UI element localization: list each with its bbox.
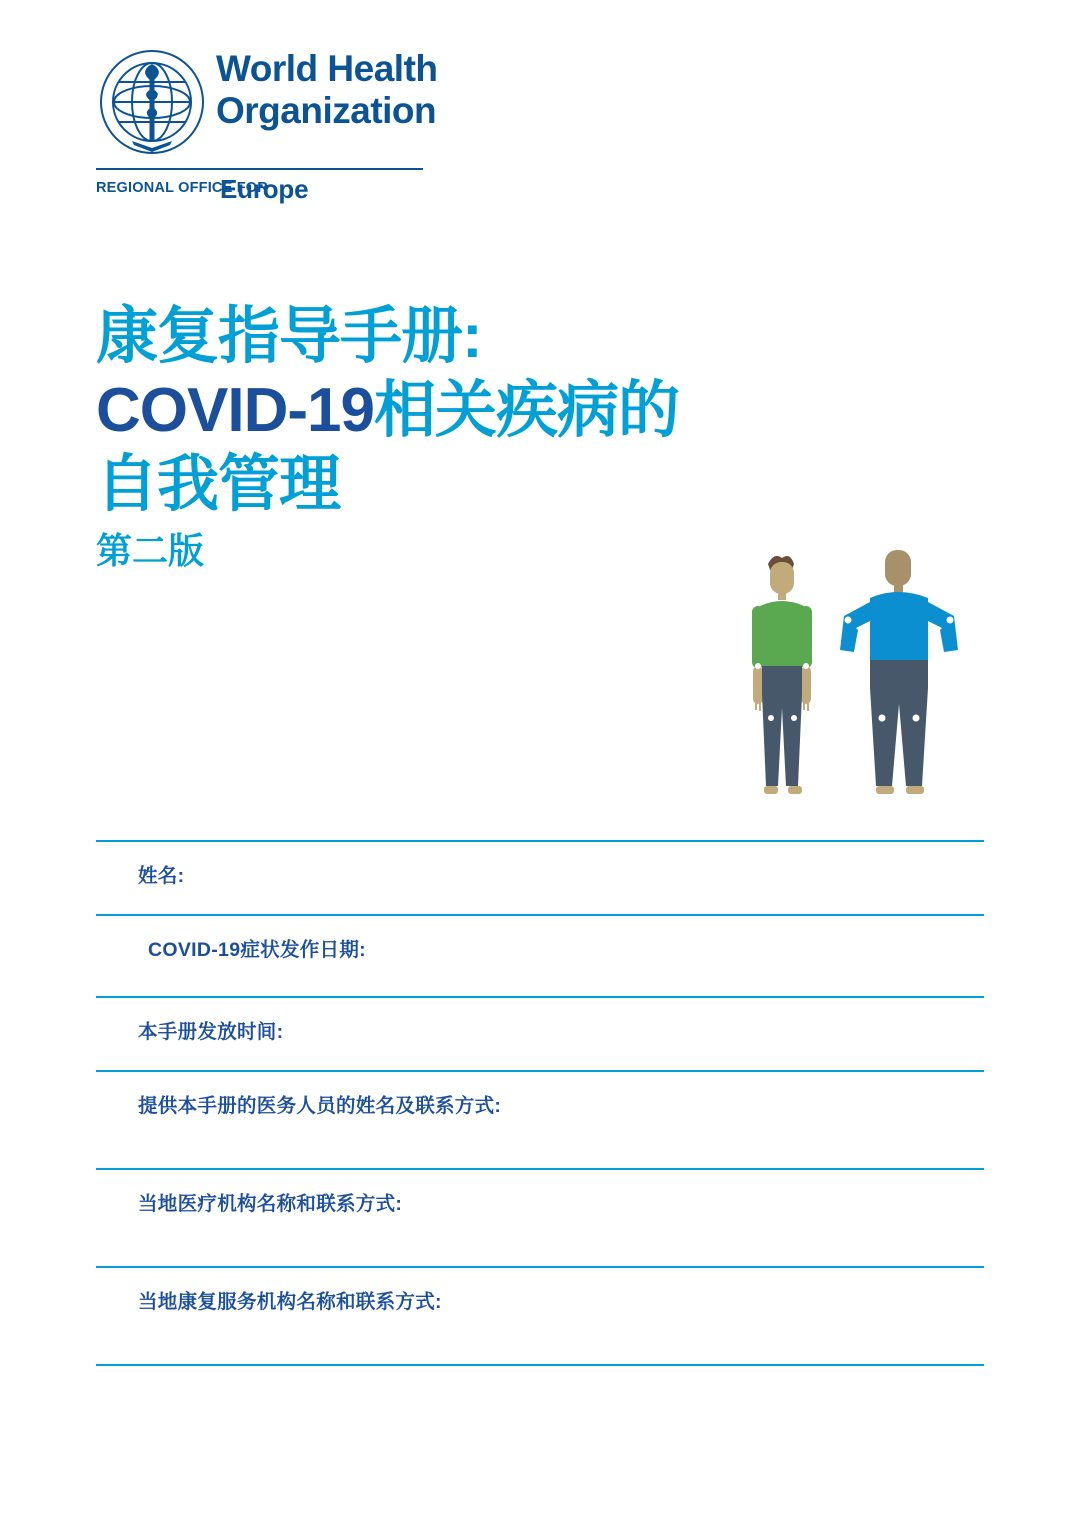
who-logo xyxy=(96,46,516,204)
form-row-local-rehab-service[interactable] xyxy=(96,1266,984,1364)
title-line-2 xyxy=(96,374,856,448)
form-label-local-health-facility: 当地医疗机构名称和联系方式: xyxy=(138,1193,403,1215)
form-row-local-health-facility[interactable] xyxy=(96,1168,984,1266)
title-subtitle: 第二版 xyxy=(96,530,205,571)
who-logo-line2: Organization xyxy=(216,90,437,131)
regional-office-line xyxy=(96,174,436,204)
form-row-booklet-issue-date[interactable] xyxy=(96,996,984,1070)
title-line-2-covid: COVID-19 xyxy=(96,376,374,445)
form-label-booklet-issue-date: 本手册发放时间: xyxy=(138,1021,284,1043)
who-logo-line1: World Health xyxy=(216,48,438,89)
form-label-local-rehab-service: 当地康复服务机构名称和联系方式: xyxy=(138,1291,442,1313)
who-logo-text xyxy=(216,48,516,132)
form-label-symptom-onset-date: COVID-19症状发作日期: xyxy=(148,939,366,961)
figure-left xyxy=(752,556,812,794)
title-line-3: 自我管理 xyxy=(96,450,341,519)
title-line-1: 康复指导手册: xyxy=(96,302,482,371)
two-people-standing-illustration xyxy=(730,548,1020,848)
figure-right xyxy=(840,550,958,794)
page-title xyxy=(96,300,856,576)
regional-office-prefix: REGIONAL OFFICE FOR xyxy=(96,180,268,196)
form-row-symptom-onset-date[interactable] xyxy=(96,914,984,996)
form-row-provider-name-contact[interactable] xyxy=(96,1070,984,1168)
logo-divider xyxy=(96,168,423,170)
title-line-2-rest: 相关疾病的 xyxy=(373,376,679,445)
form-label-name: 姓名: xyxy=(138,865,185,887)
form-label-provider-name-contact: 提供本手册的医务人员的姓名及联系方式: xyxy=(138,1095,502,1117)
regional-office-region: Europe xyxy=(220,174,309,204)
patient-info-form xyxy=(96,840,984,1366)
who-emblem-icon xyxy=(96,46,208,158)
form-row-name[interactable] xyxy=(96,840,984,914)
form-bottom-divider xyxy=(96,1364,984,1366)
